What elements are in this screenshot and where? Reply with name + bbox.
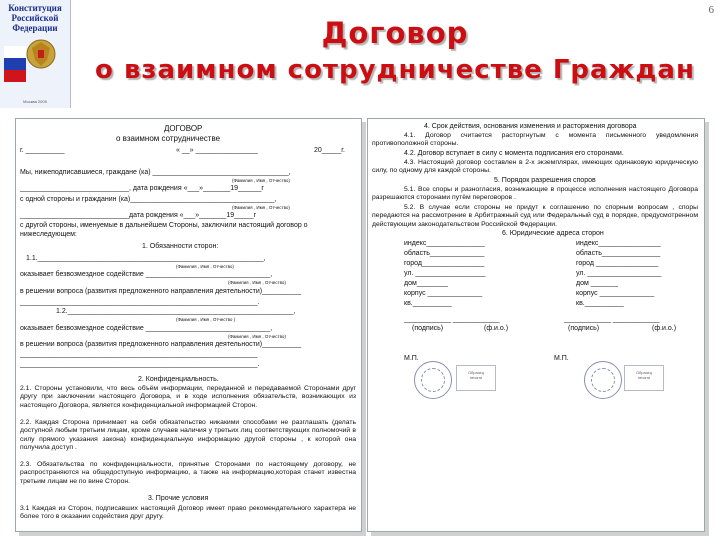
date-line: « __» ________________ — [176, 147, 258, 154]
clause-1-1: 1.1.__________________________________________________________, — [26, 255, 266, 262]
section-3-title: 3. Прочие условия — [148, 495, 209, 502]
doc-subtitle: о взаимном сотрудничестве — [116, 134, 221, 143]
blank-line: _____________________________________________________________ — [20, 351, 258, 358]
signature-label: (подпись) — [412, 325, 444, 332]
section-1-title: 1. Обязанности сторон: — [142, 243, 219, 250]
russian-flag-icon — [4, 46, 26, 82]
coat-of-arms-icon — [24, 36, 58, 72]
book-note: Москва 2005 — [23, 99, 47, 104]
address-house: дом _______ — [576, 280, 618, 287]
birth-line: ____________________________, дата рождения «___»_______19______г — [20, 185, 264, 192]
contract-page-right — [367, 118, 705, 532]
clause-2-3: 2.3. Обязательства по конфиденциальности, принятые Сторонами по настоящему договору, не распространяются на общедоступную информацию, а также на информацию,которая станет известна третьим лицам не по вине Сторон. — [20, 461, 356, 485]
address-region: область_______________ — [576, 250, 661, 257]
clause-3-1: 3.1 Каждая из Сторон, подписавших настоящий Договор имеет право рекомендательного характера не более того в оказании содействия друг другу. — [20, 505, 356, 521]
clause-4-1: 4.1. Договор считается расторгнутым с момента письменного уведомления противоположной стороны. — [372, 132, 698, 148]
stamp-note: Образец печати — [624, 365, 664, 391]
seal-stamp-icon — [414, 361, 452, 399]
address-city: город________________ — [404, 260, 485, 267]
assist-line: оказывает безвозмездное содействие ________________________________, — [20, 271, 273, 278]
slide-subtitle: о взаимном сотрудничестве Граждан — [95, 55, 695, 85]
address-region: область______________ — [404, 250, 485, 257]
address-flat: кв.__________ — [404, 300, 452, 307]
contract-page-left — [15, 118, 362, 532]
section-4-title: 4. Срок действия, основания изменения и расторжения договора — [424, 123, 637, 130]
address-index: индекс________________ — [576, 240, 661, 247]
address-building: корпус ______________ — [576, 290, 655, 297]
fio-label: (ф.и.о.) — [484, 325, 509, 332]
city-line: г. __________ — [20, 147, 65, 154]
fio-hint: (Фамилия , Имя , Отчество) — [232, 178, 290, 183]
area-line: в решении вопроса (развития предложенного направления деятельности)__________ — [20, 288, 301, 295]
blank-line: _____________________________________________________________. — [20, 361, 260, 368]
clause-2-2: 2.2. Каждая Сторона принимает на себя обязательство никакими способами не разглашать (делать доступной любым третьим лицам, кроме случаев наличия у третьих лиц соответствующих полномочий в силу прямого указания закона) конфиденциальную информацию другой стороны , к которой она получила доступ . — [20, 419, 356, 452]
constitution-book-cover — [0, 0, 71, 108]
signature-label: (подпись) — [568, 325, 600, 332]
fio-hint: (Фамилия , Имя , Отчество ) — [176, 317, 236, 322]
book-title: Конституция Российской Федерации — [8, 3, 62, 33]
stamp-note: Образец печати — [456, 365, 496, 391]
address-street: ул. ___________________ — [576, 270, 662, 277]
fio-hint: (Фамилия , Имя , Отчество) — [228, 334, 286, 339]
slide-title: Договор — [321, 16, 469, 50]
clause-5-2: 5.2. В случае если стороны не придут к соглашению по спорным вопросам , споры передаются на рассмотрение в Арбитражный суд или Федеральный суд в порядке, предусмотренном действующим законодательством Российской Федерации. — [372, 204, 698, 228]
stamp-place: М.П. — [404, 355, 419, 362]
fio-hint: (Фамилия , Имя , Отчество) — [176, 264, 234, 269]
section-6-title: 6. Юридические адреса сторон — [502, 230, 604, 237]
below-line: нижеследующем: — [20, 231, 77, 238]
one-side-line: с одной стороны и гражданин (ка)_____________________________________, — [20, 196, 277, 203]
address-street: ул. __________________ — [404, 270, 486, 277]
address-index: индекс_______________ — [404, 240, 485, 247]
other-side-line: с другой стороны, именуемые в дальнейшем Стороны, заключили настоящий договор о — [20, 222, 308, 229]
stamp-place: М.П. — [554, 355, 569, 362]
seal-stamp-icon — [584, 361, 622, 399]
address-flat: кв.__________ — [576, 300, 624, 307]
fio-hint: (Фамилия , Имя , Отчество) — [228, 280, 286, 285]
clause-4-2: 4.2. Договор вступает в силу с момента подписания его сторонами. — [404, 150, 624, 157]
intro-line: Мы, нижеподписавшиеся, граждане (ка) ___________________________________, — [20, 169, 291, 176]
birth-line: ____________________________дата рождения «___»_______19_____г — [20, 212, 257, 219]
signature-line: ____________ ____________ — [564, 316, 660, 323]
section-5-title: 5. Порядок разрешения споров — [494, 177, 596, 184]
clause-4-3: 4.3. Настоящий договор составлен в 2-х экземплярах, имеющих одинаковую юридическую силу, по одному для каждой стороны. — [372, 159, 698, 175]
section-2-title: 2. Конфиденциальность. — [138, 376, 219, 383]
assist-line: оказывает безвозмездное содействие ________________________________, — [20, 325, 273, 332]
address-house: дом________ — [404, 280, 448, 287]
clause-1-2: 1.2.__________________________________________________________, — [56, 308, 296, 315]
year-line: 20_____г. — [314, 147, 345, 154]
fio-label: (ф.и.о.) — [652, 325, 677, 332]
area-line: в решении вопроса (развития предложенного направления деятельности)__________ — [20, 341, 301, 348]
fio-hint: (Фамилия , Имя , Отчество) — [232, 205, 290, 210]
page-number: 6 — [708, 4, 714, 16]
clause-2-1: 2.1. Стороны установили, что весь объём информации, переданной и передаваемой Сторонами друг другу при заключении настоящего Договора, и в ходе исполнения обязательств, возникающих из настоящего Договора, является конфиденциальной информацией Сторон. — [20, 385, 356, 409]
doc-title: ДОГОВОР — [164, 124, 203, 133]
signature-line: ____________ ____________ — [404, 316, 500, 323]
blank-line: _____________________________________________________________. — [20, 299, 260, 306]
clause-5-1: 5.1. Все споры и разногласия, возникающие в процессе исполнения настоящего Договора разрешаются сторонами путём переговоров . — [372, 186, 698, 202]
address-building: корпус ______________ — [404, 290, 483, 297]
address-city: город ________________ — [576, 260, 659, 267]
